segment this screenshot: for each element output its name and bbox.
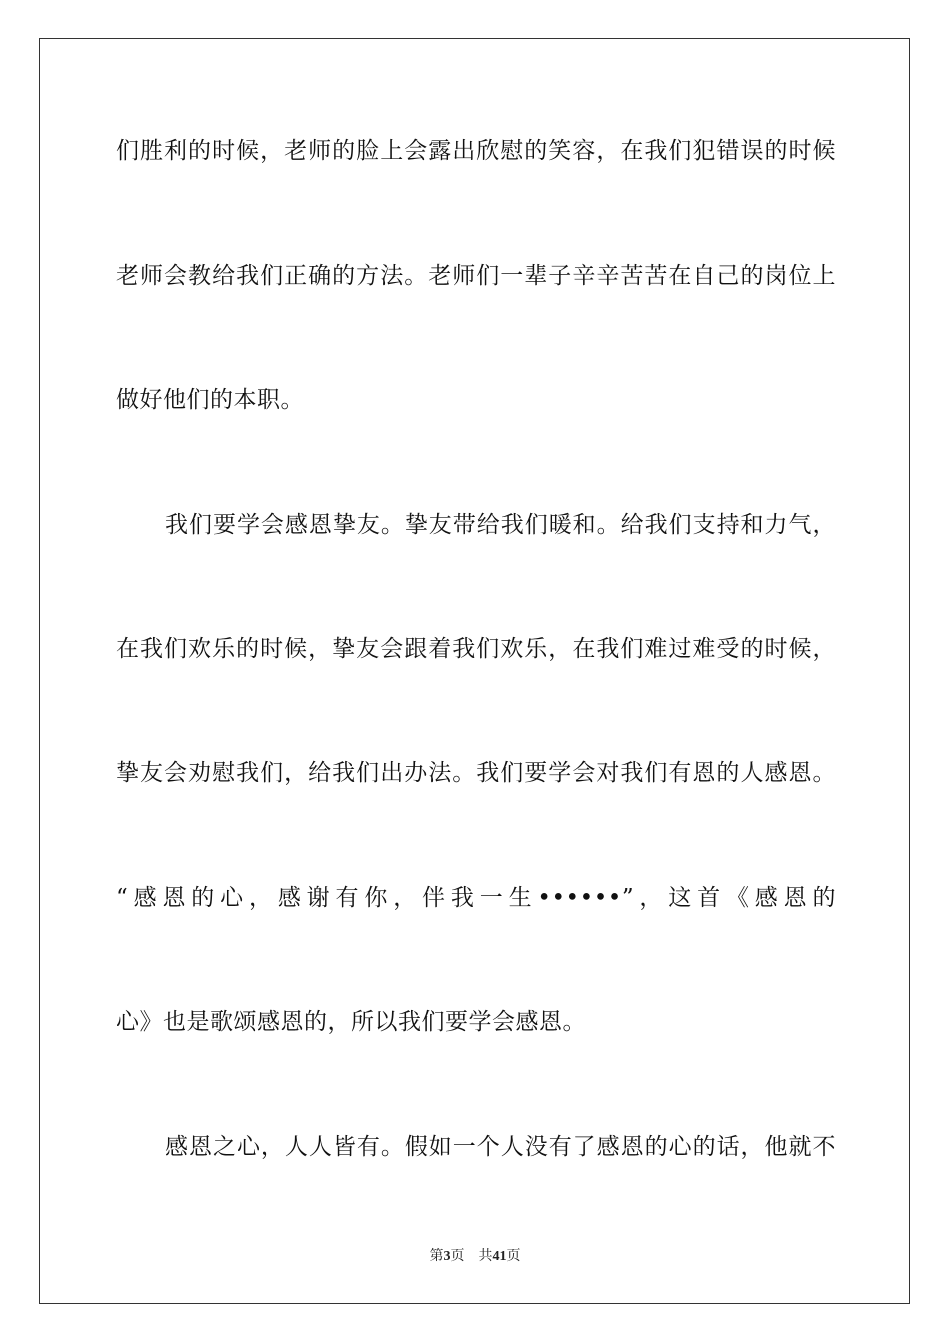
page-prefix: 第 — [429, 1248, 444, 1264]
page-footer — [0, 1246, 950, 1267]
paragraph-line-8: 心》也是歌颂感恩的，所以我们要学会感恩。 — [116, 1009, 586, 1035]
paragraph-line-1: 们胜利的时候，老师的脸上会露出欣慰的笑容，在我们犯错误的时候 — [116, 138, 836, 164]
paragraph-line-6: 挚友会劝慰我们，给我们出办法。我们要学会对我们有恩的人感恩。 — [116, 760, 836, 786]
paragraph-line-7: “感恩的心，感谢有你，伴我一生••••••”，这首《感恩的 — [116, 885, 836, 911]
paragraph-line-9: 感恩之心，人人皆有。假如一个人没有了感恩的心的话，他就不 — [165, 1134, 836, 1160]
page-suffix: 页 — [450, 1248, 465, 1264]
paragraph-line-5: 在我们欢乐的时候，挚友会跟着我们欢乐，在我们难过难受的时候， — [116, 636, 836, 662]
page-border — [39, 38, 910, 1304]
paragraph-line-2: 老师会教给我们正确的方法。老师们一辈子辛辛苦苦在自己的岗位上 — [116, 263, 836, 289]
total-prefix: 共 — [478, 1248, 493, 1264]
total-page-count: 41 — [492, 1249, 507, 1264]
paragraph-line-3: 做好他们的本职。 — [116, 387, 304, 413]
total-suffix: 页 — [506, 1248, 521, 1264]
current-page-number: 3 — [443, 1249, 451, 1264]
paragraph-line-4: 我们要学会感恩挚友。挚友带给我们暖和。给我们支持和力气， — [165, 512, 836, 538]
